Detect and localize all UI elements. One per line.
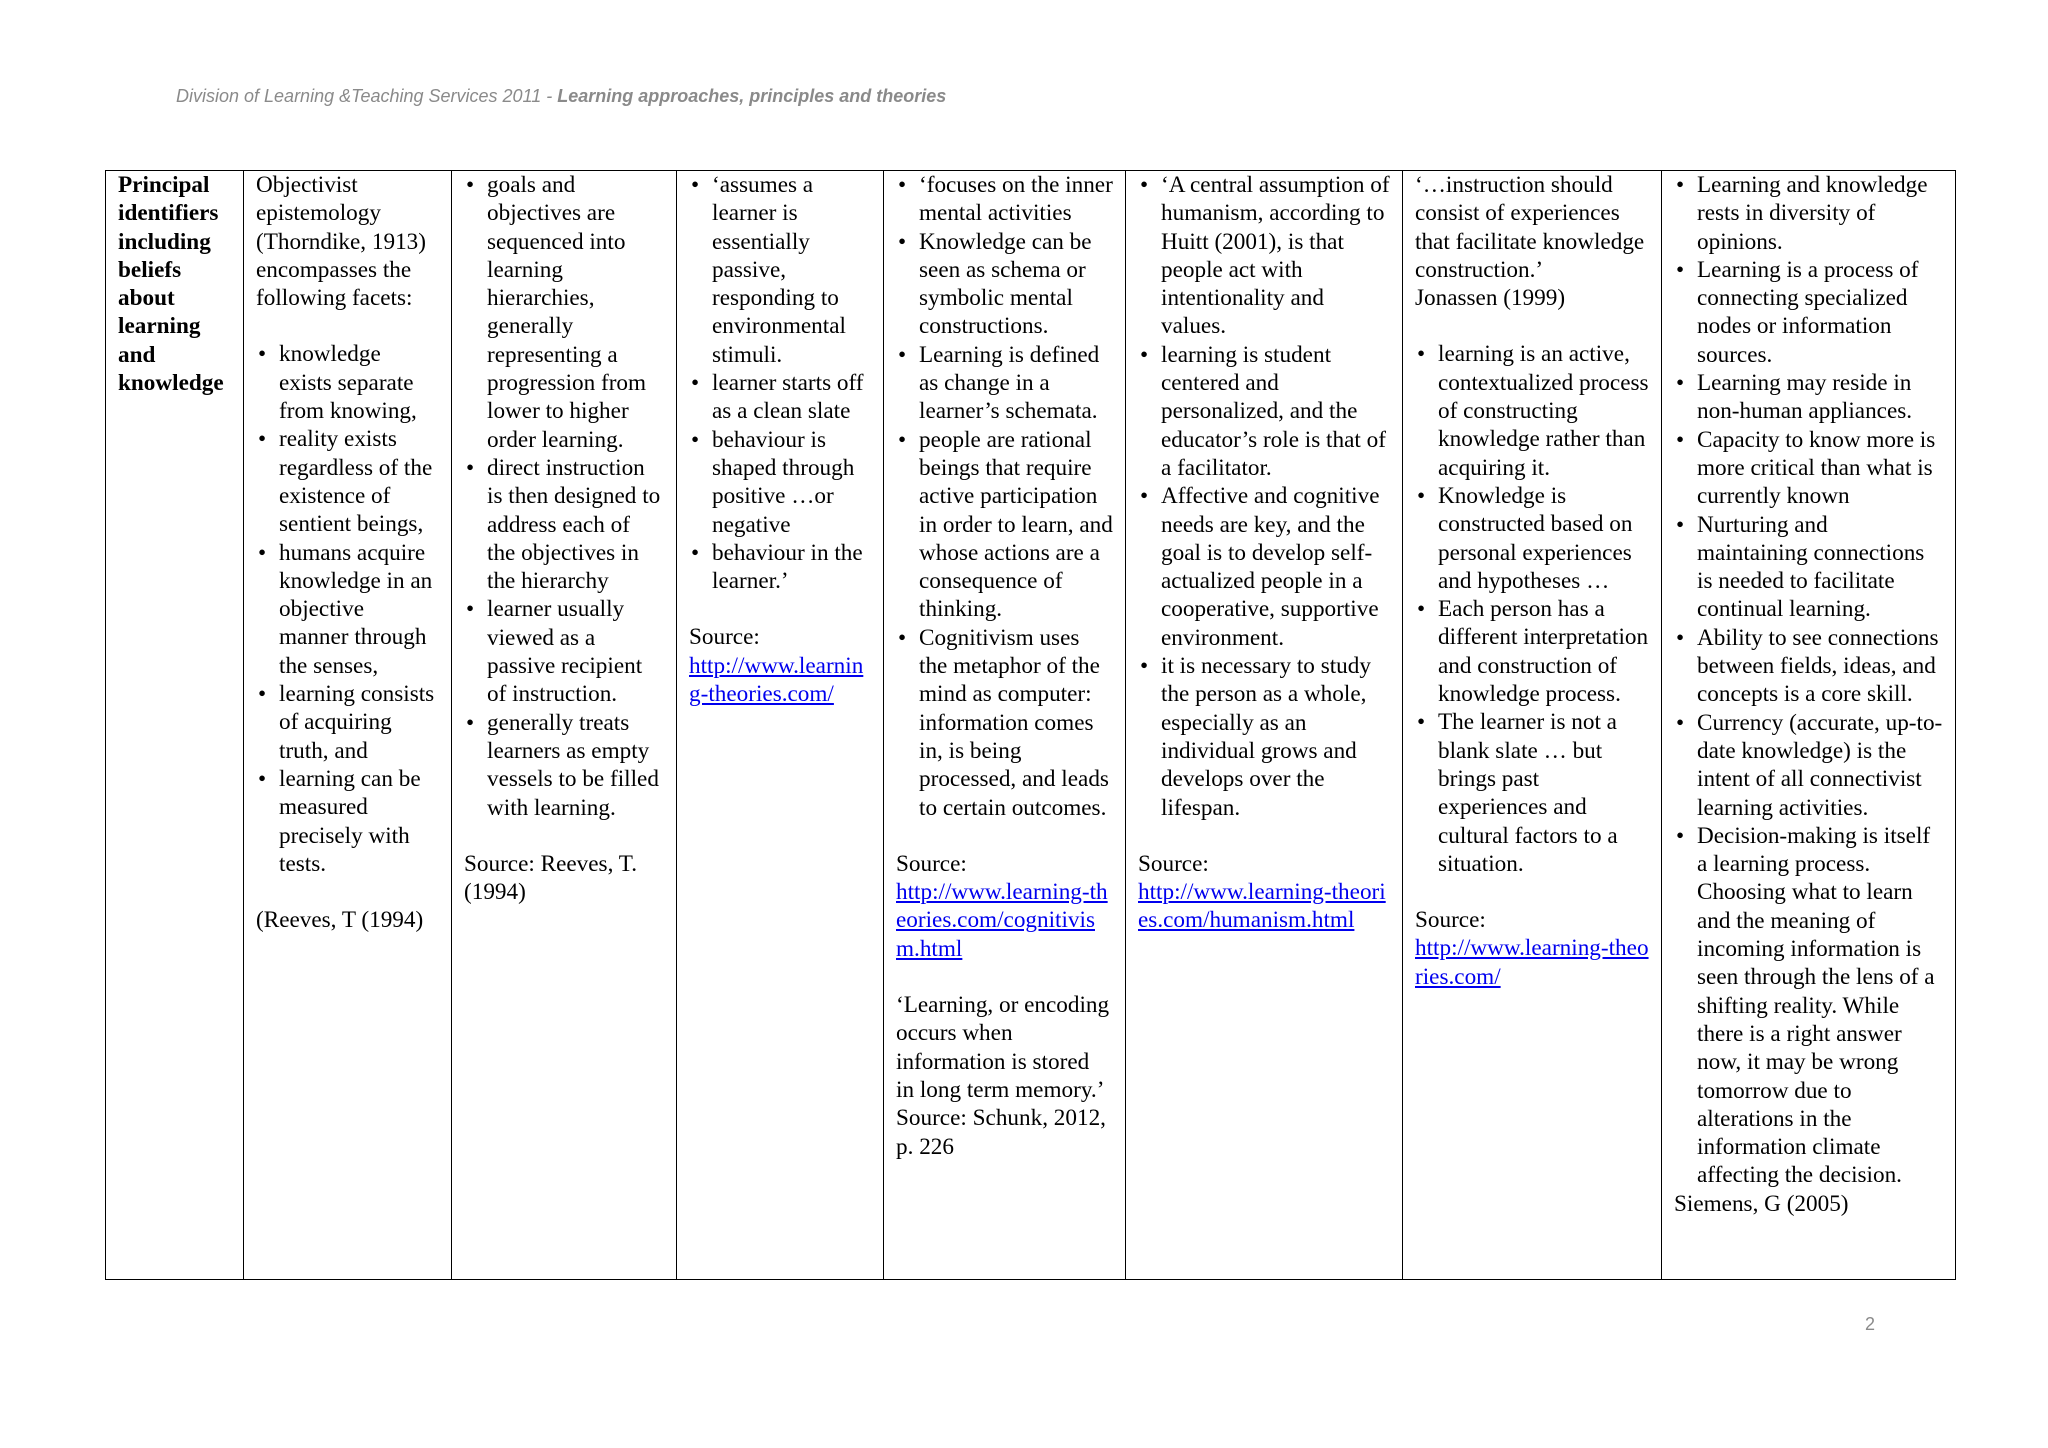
bullet-list [1415,340,1649,878]
list-item: • Learning and knowledge rests in diversity of opinions. [1697,171,1943,256]
list-item: • Capacity to know more is more critical than what is currently known [1697,426,1943,511]
bullet-list [1674,171,1943,1190]
objectivism-cell [244,171,452,1280]
intro-citation: Jonassen (1999) [1415,285,1566,312]
row-header-line: and [118,341,156,368]
source-label: Source: [896,850,967,877]
list-item: • Knowledge can be seen as schema or symbolic mental constructions. [919,228,1113,341]
cognitivism-cell [884,171,1126,1280]
list-item: • learning consists of acquiring truth, and [279,680,439,765]
row-header-line: learning [118,313,201,340]
row-header-cell [106,171,244,1280]
source-link[interactable]: http://www.learning-theories.com/cognitivism.html [896,879,1108,962]
source-link[interactable]: http://www.learning-theories.com/ [689,652,864,708]
page-number: 2 [1865,1314,1876,1334]
cell-citation: (Reeves, T (1994) [256,907,424,934]
list-item: • goals and objectives are sequenced into learning hierarchies, generally representing a progression from lower to higher order learning. [487,171,664,454]
list-item: • behaviour is shaped through positive …or negative [712,426,871,539]
bullet-list [256,340,439,878]
bullet-list [896,171,1113,822]
list-item: • learning can be measured precisely with tests. [279,765,439,878]
source-link[interactable]: http://www.learning-theories.com/ [1415,935,1649,990]
row-header-line: Principal [118,172,210,198]
list-item: • ‘assumes a learner is essentially passive, responding to environmental stimuli. [712,171,871,369]
source-label: Source: [1415,907,1486,934]
cell-quote: ‘Learning, or encoding occurs when information is stored in long term memory.’ [896,992,1110,1103]
list-item: • learning is an active, contextualized process of constructing knowledge rather than acquiring it. [1438,340,1649,481]
list-item: • Currency (accurate, up-to-date knowledge) is the intent of all connectivist learning activities. [1697,709,1943,822]
list-item: • ‘focuses on the inner mental activities [919,171,1113,228]
row-header-line: including [118,228,211,255]
row-header-line: identifiers [118,200,219,227]
list-item: • direct instruction is then designed to address each of the objectives in the hierarchy [487,454,664,595]
list-item: • people are rational beings that require active participation in order to learn, and whose actions are a consequence of thinking. [919,426,1113,624]
instruction-cell [452,171,677,1280]
list-item: • knowledge exists separate from knowing, [279,340,439,425]
table-row [106,171,1956,1280]
list-item: • generally treats learners as empty vessels to be filled with learning. [487,709,664,822]
list-item: • Ability to see connections between fields, ideas, and concepts is a core skill. [1697,624,1943,709]
cell-intro: Objectivist epistemology (Thorndike, 1913) encompasses the following facets: [256,172,427,312]
bullet-list [689,171,871,595]
page-header [176,86,946,107]
list-item: • behaviour in the learner.’ [712,539,871,596]
list-item: • Learning may reside in non-human appliances. [1697,369,1943,426]
list-item: • Learning is a process of connecting specialized nodes or information sources. [1697,256,1943,369]
list-item: • reality exists regardless of the existence of sentient beings, [279,425,439,538]
cell-intro: ‘…instruction should consist of experiences that facilitate knowledge construction.’ [1415,172,1645,283]
source-link[interactable]: http://www.learning-theories.com/humanism.html [1138,879,1386,934]
source-label: Source: [689,624,760,651]
row-header-line: beliefs [118,256,182,283]
list-item: • The learner is not a blank slate … but brings past experiences and cultural factors to a situation. [1438,708,1649,878]
list-item: • Nurturing and maintaining connections is needed to facilitate continual learning. [1697,511,1943,624]
constructivism-cell [1403,171,1662,1280]
bullet-list [464,171,664,822]
humanism-cell [1126,171,1403,1280]
list-item: • learner starts off as a clean slate [712,369,871,426]
behaviourism-cell [677,171,884,1280]
list-item: • Each person has a different interpretation and construction of knowledge process. [1438,595,1649,708]
list-item: • ‘A central assumption of humanism, according to Huitt (2001), is that people act with intentionality and values. [1161,171,1390,341]
list-item: • it is necessary to study the person as a whole, especially as an individual grows and develops over the lifespan. [1161,652,1390,822]
cell-source: Source: Reeves, T. (1994) [464,850,637,906]
quote-source: Source: Schunk, 2012, p. 226 [896,1105,1106,1160]
header-title: Learning approaches, principles and theories [557,86,947,106]
list-item: • learning is student centered and personalized, and the educator’s role is that of a facilitator. [1161,341,1390,482]
list-item: • humans acquire knowledge in an objective manner through the senses, [279,539,439,680]
list-item: • Learning is defined as change in a learner’s schemata. [919,341,1113,426]
list-item: • learner usually viewed as a passive recipient of instruction. [487,595,664,708]
list-item: • Knowledge is constructed based on personal experiences and hypotheses … [1438,482,1649,595]
bullet-list [1138,171,1390,822]
list-item: • Affective and cognitive needs are key, and the goal is to develop self-actualized people in a cooperative, supportive environment. [1161,482,1390,652]
row-header-line: knowledge [118,370,224,397]
list-item: • Cognitivism uses the metaphor of the mind as computer: information comes in, is being processed, and leads to certain outcomes. [919,624,1113,822]
row-header-line: about [118,285,175,312]
source-label: Source: [1138,850,1209,877]
list-item: • Decision-making is itself a learning process. Choosing what to learn and the meaning of incoming information is seen through the lens of a shifting reality. While there is a right answer now, it may be wrong tomorrow due to alterations in the information climate affecting the decision. [1697,822,1943,1190]
header-prefix: Division of Learning &Teaching Services 2011 - [176,86,558,106]
connectivism-cell [1662,171,1956,1280]
cell-citation: Siemens, G (2005) [1674,1190,1849,1217]
theories-table [105,170,1956,1280]
